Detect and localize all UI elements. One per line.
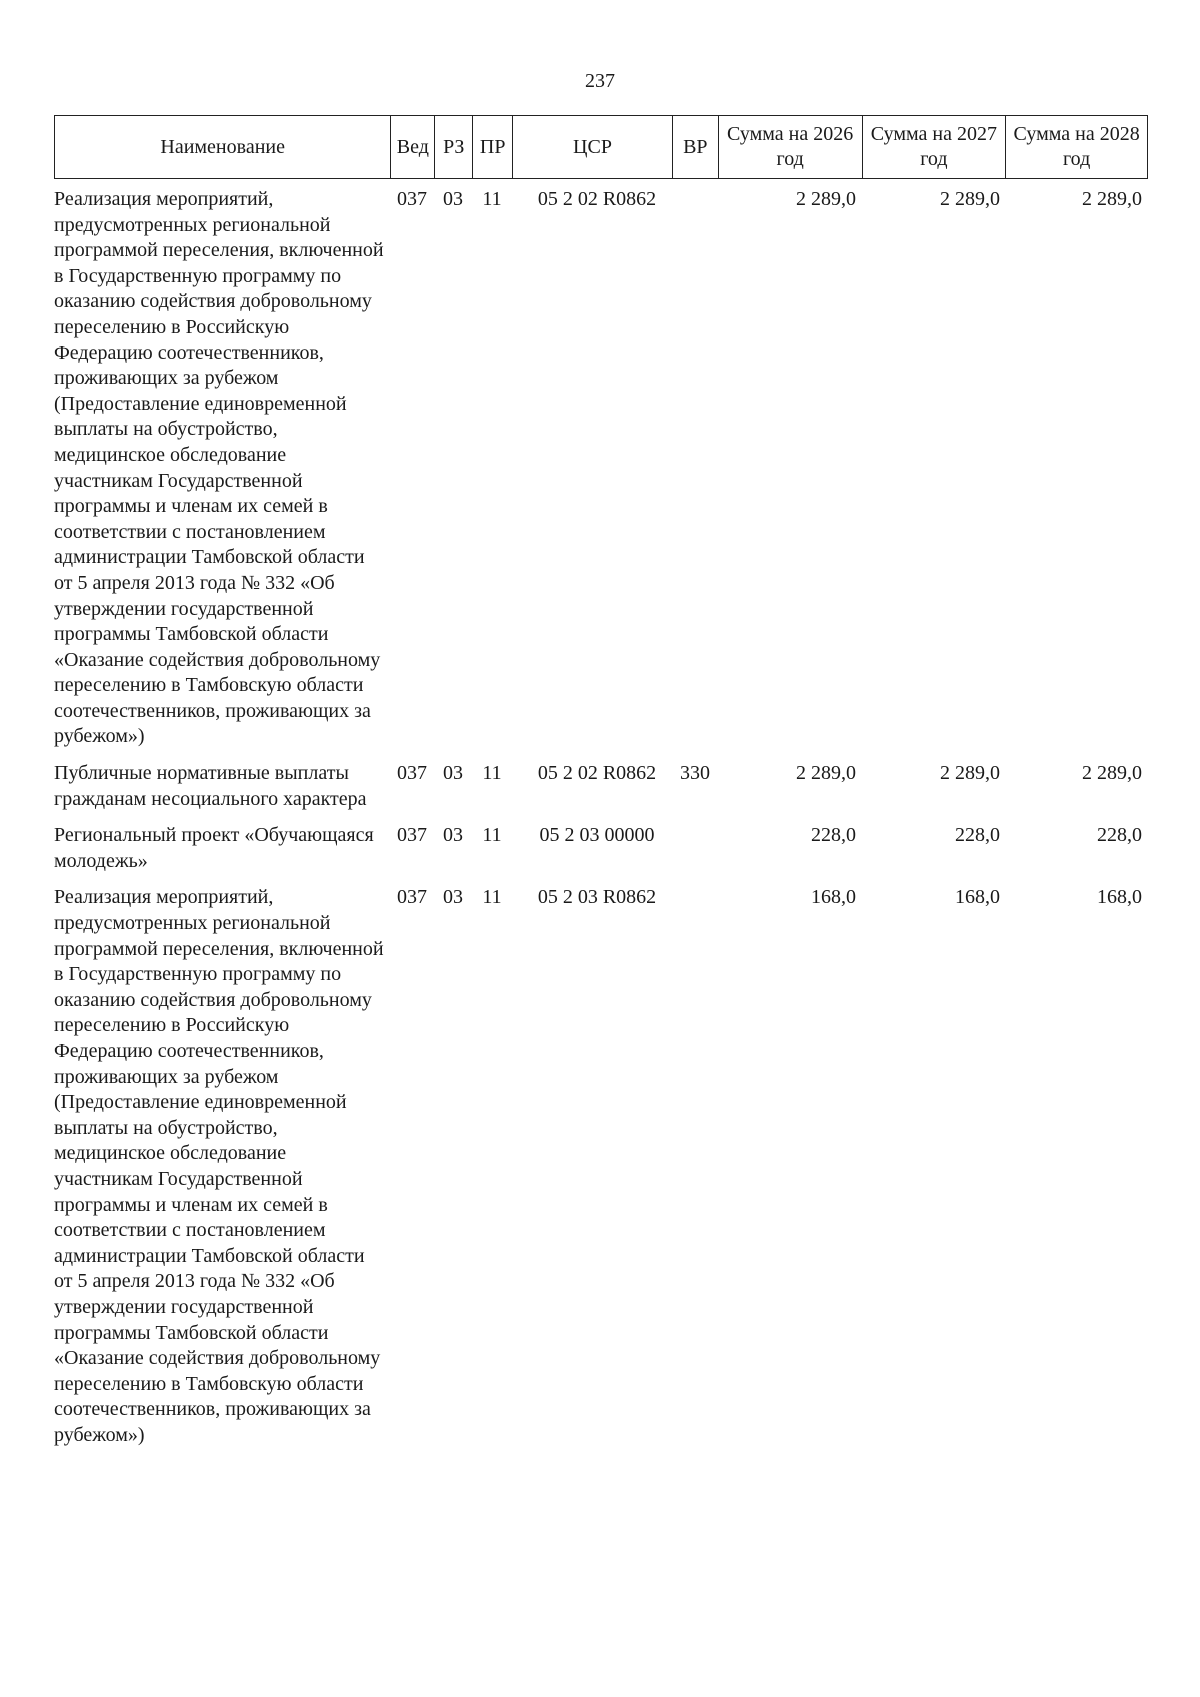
row-sum-2028: 2 289,0: [1082, 188, 1142, 210]
page-number: 237: [585, 70, 615, 92]
row-ved: 037: [397, 762, 427, 785]
table-row: [54, 885, 1148, 1448]
table-header: [54, 115, 1148, 179]
row-name: Реализация мероприятий, предусмотренных региональной программой переселения, включенной в Государственную программу по оказанию содействия добровольному переселению в Российскую Федерацию соотечественников, проживающих за рубежом (Предоставление единовременной выплаты на обустройство, медицинское обследование участникам Государственной программы и членам их семей в соответствии с постановлением администрации Тамбовской области от 5 апреля 2013 года № 332 «Об утверждении государственной программы Тамбовской области «Оказание содействия добровольному переселению в Тамбовскую области соотечественников, проживающих за рубежом»): [54, 188, 384, 748]
row-name: Реализация мероприятий, предусмотренных региональной программой переселения, включенной в Государственную программу по оказанию содействия добровольному переселению в Российскую Федерацию соотечественников, проживающих за рубежом (Предоставление единовременной выплаты на обустройство, медицинское обследование участникам Государственной программы и членам их семей в соответствии с постановлением администрации Тамбовской области от 5 апреля 2013 года № 332 «Об утверждении государственной программы Тамбовской области «Оказание содействия добровольному переселению в Тамбовскую области соотечественников, проживающих за рубежом»): [54, 886, 384, 1446]
row-csr: 05 2 02 R0862: [537, 762, 657, 785]
row-rz: 03: [443, 762, 463, 785]
header-ved: Вед: [390, 116, 434, 178]
header-name: Наименование: [160, 135, 285, 158]
row-pr: 11: [482, 824, 502, 847]
header-pr: ПР: [472, 116, 512, 178]
row-csr: 05 2 03 R0862: [537, 886, 657, 909]
row-ved: 037: [397, 886, 427, 909]
row-sum-2027: 228,0: [955, 824, 1000, 847]
row-pr: 11: [482, 188, 502, 210]
row-rz: 03: [443, 188, 463, 210]
budget-table: [54, 115, 1148, 1449]
header-vr: ВР: [672, 116, 718, 178]
row-ved: 037: [397, 188, 427, 210]
row-sum-2026: 2 289,0: [796, 762, 856, 785]
row-ved: 037: [397, 824, 427, 847]
row-vr: 330: [680, 762, 710, 785]
table-row: [54, 823, 1148, 874]
row-sum-2027: 168,0: [955, 886, 1000, 909]
table-row: [54, 761, 1148, 812]
row-sum-2026: 2 289,0: [796, 188, 856, 210]
row-csr: 05 2 03 00000: [539, 824, 655, 847]
row-name: Публичные нормативные выплаты гражданам несоциального характера: [54, 762, 367, 810]
row-sum-2026: 228,0: [811, 824, 856, 847]
header-sum-2027: Сумма на 2027 год: [862, 116, 1006, 178]
row-rz: 03: [443, 824, 463, 847]
header-rz: РЗ: [434, 116, 472, 178]
row-sum-2027: 2 289,0: [940, 188, 1000, 210]
row-csr: 05 2 02 R0862: [537, 188, 657, 210]
row-sum-2028: 168,0: [1097, 886, 1142, 909]
row-name: Региональный проект «Обучающаяся молодежь»: [54, 824, 374, 872]
row-sum-2028: 2 289,0: [1082, 762, 1142, 785]
header-sum-2028: Сумма на 2028 год: [1005, 116, 1147, 178]
row-pr: 11: [482, 762, 502, 785]
row-sum-2026: 168,0: [811, 886, 856, 909]
row-sum-2028: 228,0: [1097, 824, 1142, 847]
header-csr: ЦСР: [512, 116, 672, 178]
row-rz: 03: [443, 886, 463, 909]
table-row: [54, 187, 1148, 750]
row-sum-2027: 2 289,0: [940, 762, 1000, 785]
table-body: [54, 187, 1148, 1449]
row-pr: 11: [482, 886, 502, 909]
header-sum-2026: Сумма на 2026 год: [718, 116, 862, 178]
